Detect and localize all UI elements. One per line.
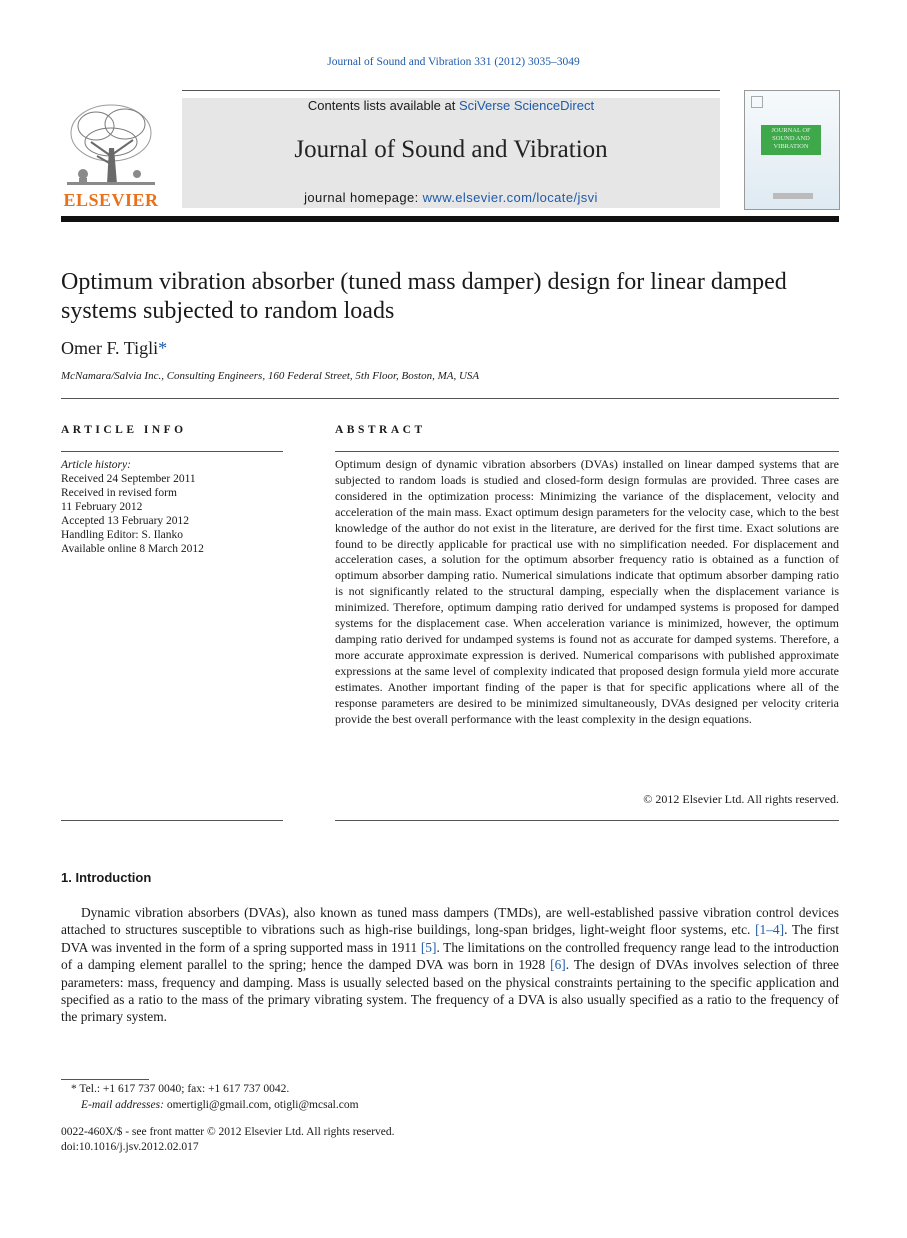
author-affiliation: McNamara/Salvia Inc., Consulting Engineers, 160 Federal Street, 5th Floor, Boston, MA, USA <box>61 370 480 382</box>
email-label: E-mail addresses: <box>81 1099 164 1111</box>
intro-text-part: . The limitations on the controlled frequency range lead to the introduction of a damping element parallel to the spring; hence the damped DVA was born in 1928 <box>61 939 839 973</box>
reference-link[interactable]: [6] <box>550 957 566 973</box>
paper-title: Optimum vibration absorber (tuned mass damper) design for linear damped systems subjected to random loads <box>61 269 787 324</box>
contents-line <box>182 98 720 113</box>
introduction-paragraph <box>61 904 839 1026</box>
cover-corner-mark-icon <box>751 96 763 108</box>
introduction-heading: 1. Introduction <box>61 870 152 885</box>
article-info-heading: ARTICLE INFO <box>61 424 187 436</box>
author-name <box>61 338 167 359</box>
cover-title-text: JOURNAL OF SOUND AND VIBRATION <box>771 127 811 150</box>
history-line: Received in revised form <box>61 487 177 499</box>
history-line: Accepted 13 February 2012 <box>61 515 190 527</box>
doi[interactable]: doi:10.1016/j.jsv.2012.02.017 <box>61 1141 199 1153</box>
article-history-label: Article history: <box>61 459 131 471</box>
article-info-bottom-rule <box>61 820 283 821</box>
contents-prefix: Contents lists available at <box>307 98 459 113</box>
header-top-rule <box>182 90 720 91</box>
front-matter-notice: 0022-460X/$ - see front matter © 2012 Elsevier Ltd. All rights reserved. <box>61 1126 395 1138</box>
reference-link[interactable]: [1–4] <box>755 922 785 938</box>
footnote-email <box>81 1099 359 1111</box>
abstract-rule <box>335 451 839 452</box>
intro-text-part: . The design of DVAs involves selection of three parameters: mass, frequency and damping. Mass is usually selected based on the physical constraints pertaining to the specific application and specified as a ratio to the mass of the primary vibrating system. The frequency of a DVA is also usually specified as a ratio to the frequency of the primary system. <box>61 957 840 1025</box>
homepage-line <box>182 190 720 205</box>
cover-publisher-logo-icon <box>773 193 813 199</box>
email-addresses[interactable]: omertigli@gmail.com, otigli@mcsal.com <box>163 1099 359 1111</box>
article-info-rule <box>61 451 283 452</box>
abstract-copyright: © 2012 Elsevier Ltd. All rights reserved. <box>643 792 839 806</box>
elsevier-wordmark: ELSEVIER <box>63 190 159 210</box>
header-thick-rule <box>61 216 839 222</box>
history-line: Handling Editor: S. Ilanko <box>61 529 184 541</box>
intro-text-part: Dynamic vibration absorbers (DVAs), also known as tuned mass dampers (TMDs), are well-established passive vibration control devices attached to structures susceptible to vibrations such as high-rise buildings, long-span bridges, light-weight floor systems, etc. <box>61 905 839 938</box>
abstract-bottom-rule <box>335 820 839 821</box>
author-text: Omer F. Tigli <box>61 338 159 358</box>
sciencedirect-link[interactable]: SciVerse ScienceDirect <box>458 98 595 113</box>
journal-citation[interactable]: Journal of Sound and Vibration 331 (2012) 3035–3049 <box>327 56 580 68</box>
author-footnote-mark[interactable]: * <box>158 338 168 358</box>
article-history <box>61 458 283 556</box>
homepage-link[interactable]: www.elsevier.com/locate/jsvi <box>422 190 598 205</box>
history-line: 11 February 2012 <box>61 501 143 513</box>
abstract-text: Optimum design of dynamic vibration absorbers (DVAs) installed on linear damped systems that are subjected to random loads is studied and closed-form design formulas are provided. Three cases are considered in the optimization process: Minimizing the variance of the displacement, velocity and acceleration of the main mass. Exact optimum design parameters for the velocity case, which to the best knowledge of the author do not exist in the literature, are derived for the first time. Exact solutions are found to be directly applicable for practical use with no simplification needed. For displacement and acceleration cases, a solution for the optimum absorber frequency ratio is obtained as a function of optimum absorber damping ratio. Numerical simulations indicate that optimum absorber damping ratio is not significantly related to the structural damping, especially when the displacement variance is minimized. Therefore, optimum damping ratio derived for undamped systems is proposed for damped systems for the displacement case. When acceleration variance is minimized, however, the optimum damping ratio derived for undamped systems is found not as accurate for damped systems. Therefore, a more accurate approximate expression is derived. Numerical comparisons with published approximate expressions at the same level of complexity indicated that proposed design formula yield more accurate estimates. Another important finding of the paper is that for specific applications where all of the response parameters are desired to be minimized simultaneously, DVAs designed per velocity criteria provide the best overall performance with the least complexity in the design equations. <box>335 457 839 726</box>
footnote-rule <box>61 1079 149 1080</box>
homepage-prefix: journal homepage: <box>304 190 423 205</box>
journal-cover-thumbnail[interactable] <box>744 90 840 210</box>
reference-link[interactable]: [5] <box>420 939 437 955</box>
footnote-phone: * Tel.: +1 617 737 0040; fax: +1 617 737 0042. <box>71 1083 290 1095</box>
abstract-heading: ABSTRACT <box>335 424 426 436</box>
intro-text-part: . The first DVA was invented in the form of a spring supported mass in 1911 <box>61 922 839 955</box>
title-divider <box>61 398 839 399</box>
history-line: Available online 8 March 2012 <box>61 543 204 555</box>
journal-name: Journal of Sound and Vibration <box>294 136 608 163</box>
cover-title-block <box>761 125 821 155</box>
history-line: Received 24 September 2011 <box>61 473 196 485</box>
